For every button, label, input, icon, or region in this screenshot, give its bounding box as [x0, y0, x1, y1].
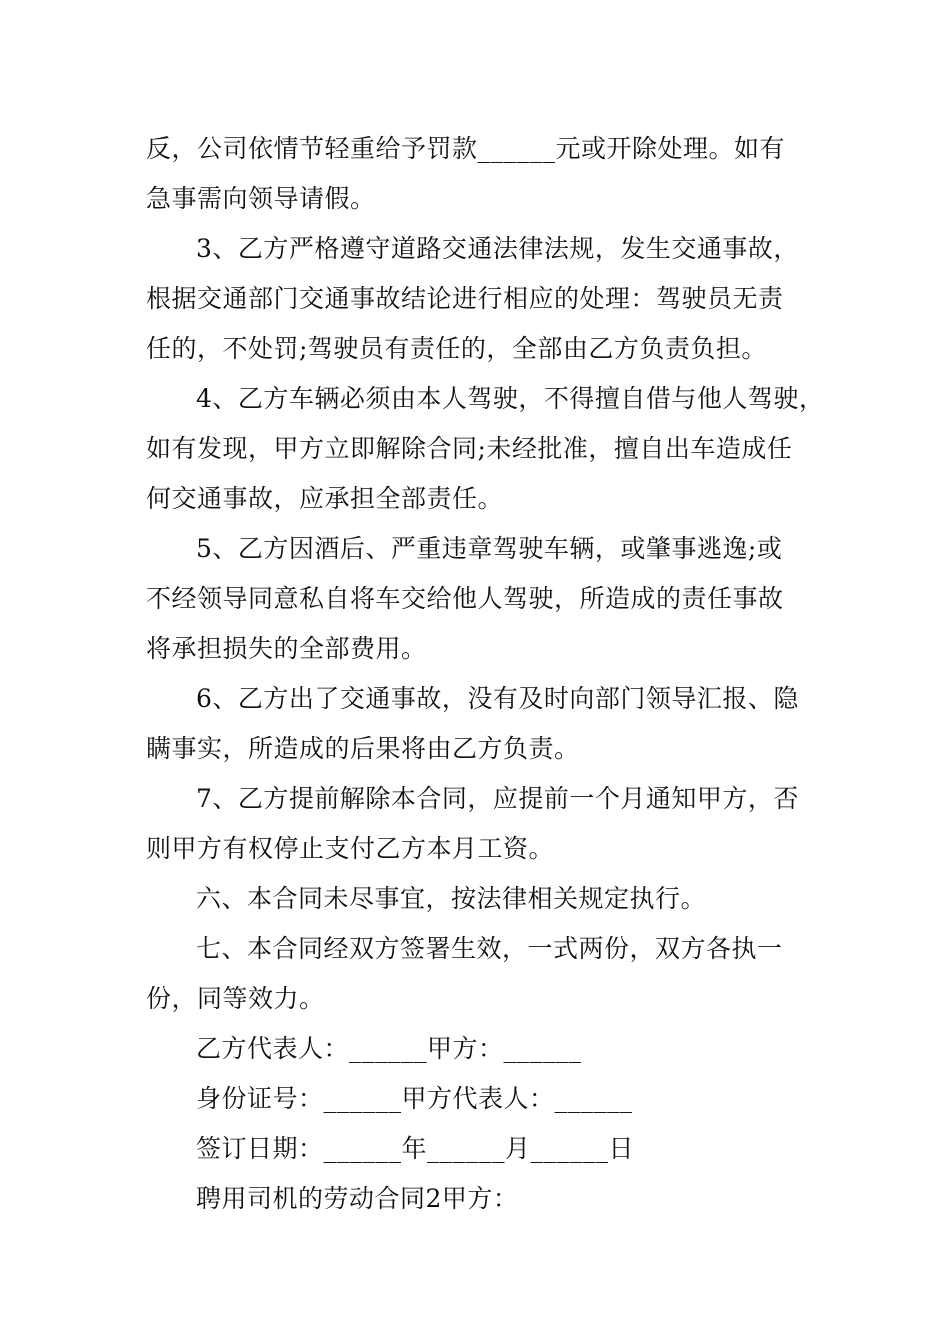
signature-line-date: 签订日期：______年______月______日 [196, 1134, 635, 1163]
text-line: 5、乙方因酒后、严重违章驾驶车辆，或肇事逃逸;或 [196, 534, 783, 563]
text-line: 任的，不处罚;驾驶员有责任的，全部由乙方负责负担。 [146, 334, 767, 363]
text-line: 六、本合同未尽事宜，按法律相关规定执行。 [196, 884, 707, 913]
text-line: 瞒事实，所造成的后果将由乙方负责。 [146, 734, 580, 763]
next-contract-heading: 聘用司机的劳动合同2甲方： [196, 1184, 519, 1213]
text-line: 反，公司依情节轻重给予罚款______元或开除处理。如有 [146, 134, 786, 163]
text-line: 何交通事故，应承担全部责任。 [146, 484, 504, 513]
text-line: 3、乙方严格遵守道路交通法律法规，发生交通事故， [196, 234, 799, 263]
text-line: 份，同等效力。 [146, 984, 325, 1013]
signature-line-party-b: 乙方代表人：______甲方：______ [196, 1034, 582, 1063]
text-line: 6、乙方出了交通事故，没有及时向部门领导汇报、隐 [196, 684, 799, 713]
text-line: 如有发现，甲方立即解除合同;未经批准，擅自出车造成任 [146, 434, 793, 463]
text-line: 急事需向领导请假。 [146, 184, 376, 213]
signature-line-id-number: 身份证号：______甲方代表人：______ [196, 1084, 633, 1113]
text-line: 7、乙方提前解除本合同，应提前一个月通知甲方，否 [196, 784, 799, 813]
text-line: 4、乙方车辆必须由本人驾驶，不得擅自借与他人驾驶， [196, 384, 825, 413]
text-line: 将承担损失的全部费用。 [146, 634, 427, 663]
text-line: 根据交通部门交通事故结论进行相应的处理：驾驶员无责 [146, 284, 784, 313]
text-line: 不经领导同意私自将车交给他人驾驶，所造成的责任事故 [146, 584, 784, 613]
text-line: 则甲方有权停止支付乙方本月工资。 [146, 834, 555, 863]
text-line: 七、本合同经双方签署生效，一式两份，双方各执一 [196, 934, 783, 963]
